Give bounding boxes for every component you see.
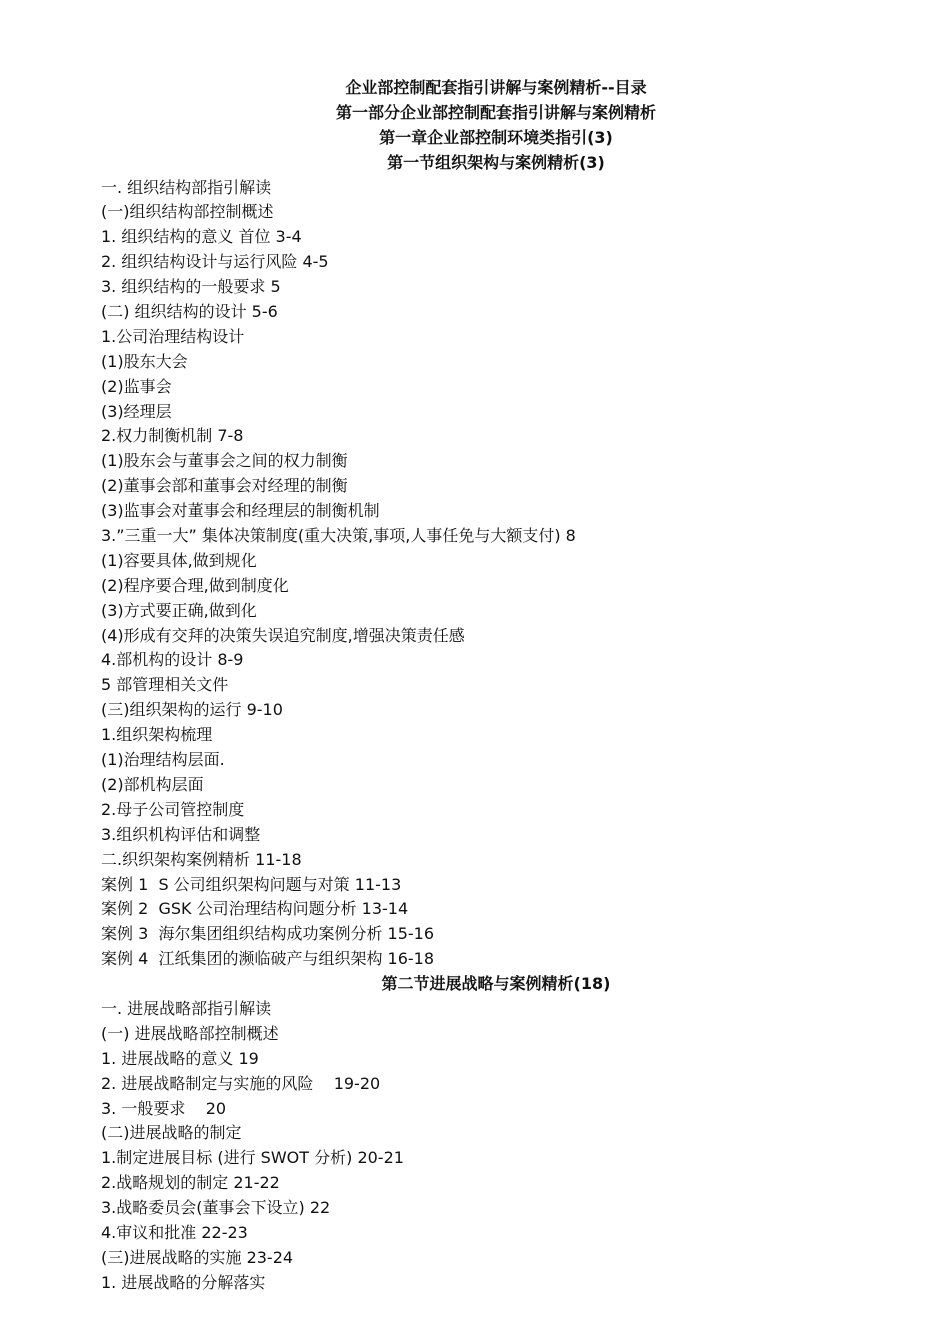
toc-entry: (3)监事会对董事会和经理层的制衡机制	[101, 501, 380, 521]
toc-entry: (2)程序要合理,做到制度化	[101, 575, 289, 595]
toc-entry: (2)董事会部和董事会对经理的制衡	[101, 476, 348, 496]
toc-entry-case: 案例 2 GSK 公司治理结构问题分析 13-14	[101, 899, 409, 919]
section-heading: 第二节进展战略与案例精析(18)	[381, 974, 611, 994]
toc-entry: 4.审议和批准 22-23	[101, 1222, 248, 1242]
toc-entry-case: 案例 3 海尔集团组织结构成功案例分析 15-16	[101, 924, 435, 944]
toc-entry: 二.织织架构案例精析 11-18	[101, 849, 302, 869]
toc-entry: 1.组织架构梳理	[101, 725, 213, 745]
toc-entry: 一. 进展战略部指引解读	[101, 998, 272, 1018]
toc-entry: 1.公司治理结构设计	[101, 326, 245, 346]
toc-entry: (三)进展战略的实施 23-24	[101, 1247, 294, 1267]
toc-entry: 3.”三重一大” 集体决策制度(重大决策,事项,人事任免与大额支付) 8	[101, 526, 576, 546]
toc-entry: (1)治理结构层面.	[101, 750, 225, 770]
toc-entry: (一)组织结构部控制概述	[101, 202, 274, 222]
toc-entry-case: 案例 1 S 公司组织架构问题与对策 11-13	[101, 874, 402, 894]
toc-entry: 2. 组织结构设计与运行风险 4-5	[101, 252, 329, 272]
toc-entry: 一. 组织结构部指引解读	[101, 177, 272, 197]
toc-entry: 1. 进展战略的分解落实	[101, 1272, 266, 1292]
toc-entry: (二) 组织结构的设计 5-6	[101, 302, 278, 322]
toc-entry: 2.战略规划的制定 21-22	[101, 1173, 280, 1193]
toc-entry: (2)监事会	[101, 376, 172, 396]
section-heading: 第一节组织架构与案例精析(3)	[387, 152, 605, 172]
chapter-heading: 第一章企业部控制环境类指引(3)	[379, 127, 613, 147]
toc-entry-case: 案例 4 江纸集团的濒临破产与组织架构 16-18	[101, 949, 435, 969]
toc-entry: 2. 进展战略制定与实施的风险 19-20	[101, 1073, 381, 1093]
toc-entry: (4)形成有交拜的决策失误追究制度,增强决策责任感	[101, 625, 465, 645]
toc-entry: 3.组织机构评估和调整	[101, 824, 261, 844]
toc-entry: (3)经理层	[101, 401, 172, 421]
toc-entry: (一) 进展战略部控制概述	[101, 1023, 279, 1043]
toc-entry: (3)方式要正确,做到化	[101, 600, 257, 620]
toc-entry: 3. 一般要求 20	[101, 1098, 227, 1118]
toc-entry: 3.战略委员会(董事会下设立) 22	[101, 1198, 331, 1218]
toc-entry: (2)部机构层面	[101, 774, 204, 794]
toc-entry: 1. 组织结构的意义 首位 3-4	[101, 227, 302, 247]
toc-entry: (1)容要具体,做到规化	[101, 550, 257, 570]
toc-entry: (1)股东会与董事会之间的权力制衡	[101, 451, 348, 471]
toc-entry: 2.母子公司管控制度	[101, 799, 245, 819]
toc-entry: 5 部管理相关文件	[101, 675, 229, 695]
toc-entry: (1)股东大会	[101, 351, 188, 371]
part-heading: 第一部分企业部控制配套指引讲解与案例精析	[335, 102, 656, 122]
document-title: 企业部控制配套指引讲解与案例精析--目录	[345, 78, 647, 97]
toc-entry: 3. 组织结构的一般要求 5	[101, 277, 281, 297]
toc-entry: (三)组织架构的运行 9-10	[101, 700, 283, 720]
toc-entry: (二)进展战略的制定	[101, 1123, 242, 1143]
toc-entry: 4.部机构的设计 8-9	[101, 650, 244, 670]
toc-entry: 1.制定进展目标 (进行 SWOT 分析) 20-21	[101, 1148, 404, 1168]
toc-entry: 2.权力制衡机制 7-8	[101, 426, 244, 446]
toc-entry: 1. 进展战略的意义 19	[101, 1048, 259, 1068]
